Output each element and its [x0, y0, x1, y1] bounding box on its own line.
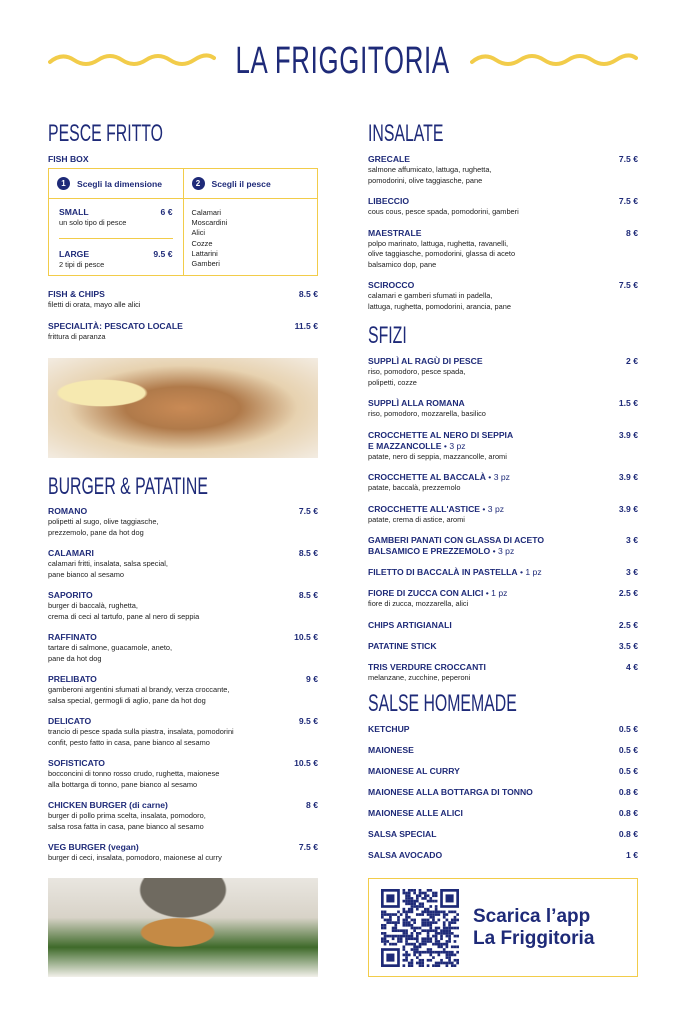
menu-item-description: burger di ceci, insalata, pomodoro, maionese al curry [48, 853, 222, 862]
fish-box [48, 168, 318, 276]
menu-item-name [48, 800, 168, 811]
menu-item [368, 356, 638, 388]
fish-option: Moscardini [191, 218, 228, 228]
menu-item-price: 8.5 € [298, 548, 318, 558]
menu-item-name [48, 506, 87, 517]
menu-item-name [48, 321, 183, 332]
menu-item-header [48, 548, 318, 559]
menu-item [368, 620, 638, 631]
menu-item-description: polipetti al sugo, olive taggiasche, [48, 517, 159, 526]
menu-item-header [368, 154, 638, 165]
app-download-box[interactable] [368, 878, 638, 977]
menu-item-description: cous cous, pesce spada, pomodorini, gamberi [368, 207, 519, 216]
step-2-badge: 2 [192, 177, 205, 190]
menu-item-description: lattuga, rughetta, pomodorini, arancia, pane [368, 301, 511, 311]
menu-item-header [368, 787, 638, 798]
menu-item-price: 0.8 € [618, 808, 638, 818]
menu-item-description: olive taggiasche, pomodorini, glassa di aceto [368, 249, 516, 258]
menu-item-price: 2.5 € [618, 588, 638, 598]
menu-item-name-text: SALSA AVOCADO [368, 850, 443, 860]
menu-item-name-text: FIORE DI ZUCCA CON ALICI [368, 588, 484, 598]
section-title-burger: BURGER & PATATINE [48, 473, 208, 500]
menu-item-name [368, 472, 510, 483]
menu-item-header [368, 808, 638, 819]
menu-item-description: salmone affumicato, lattuga, rughetta, [368, 165, 492, 174]
menu-item-description: pane da hot dog [48, 653, 102, 663]
menu-item-name [48, 842, 139, 853]
fish-list [184, 199, 318, 278]
menu-item-description: polipetti, cozze [368, 377, 417, 387]
fish-box-label: FISH BOX [48, 154, 89, 164]
menu-item-header [368, 567, 638, 578]
menu-item [48, 506, 318, 538]
size-small-desc: un solo tipo di pesce [59, 218, 127, 227]
menu-item-name [368, 398, 465, 409]
step-1-label: Scegli la dimensione [77, 178, 163, 189]
menu-item-header [368, 588, 638, 599]
menu-item-name [368, 787, 533, 798]
menu-item-name-text: FISH & CHIPS [48, 289, 105, 299]
menu-item-name-text: CHICKEN BURGER (di carne) [48, 800, 168, 810]
menu-item-quantity: • 1 pz [483, 588, 508, 598]
burger-photo [48, 878, 318, 977]
menu-item-price: 0.5 € [618, 766, 638, 776]
menu-item-price: 0.8 € [618, 787, 638, 797]
menu-item [368, 766, 638, 777]
menu-item [48, 590, 318, 622]
menu-item [48, 674, 318, 706]
menu-item-quantity: • 1 pz [517, 567, 542, 577]
menu-item [48, 842, 318, 864]
menu-item-description: frittura di paranza [48, 331, 106, 341]
menu-item [368, 472, 638, 494]
menu-item-description: crema di ceci al tartufo, pane al nero di seppia [48, 611, 200, 621]
menu-item-header [48, 842, 318, 853]
menu-item-name-text: PATATINE STICK [368, 640, 437, 651]
menu-item-description: melanzane, zucchine, peperoni [368, 672, 471, 682]
menu-item-price: 0.5 € [618, 724, 638, 734]
menu-item [368, 787, 638, 798]
burger-list [48, 506, 318, 874]
menu-item-description: salsa rosa fatta in casa, pane bianco al sesamo [48, 821, 204, 831]
menu-item-name [48, 289, 105, 300]
menu-item [368, 154, 638, 186]
menu-item-name [368, 829, 436, 840]
menu-item-header [368, 228, 638, 239]
size-large: LARGE [59, 249, 90, 259]
menu-item-price: 3 € [626, 535, 638, 545]
menu-item-name-text: SOFISTICATO [48, 758, 105, 768]
menu-item-name [368, 228, 421, 239]
section-title-pesce-fritto: PESCE FRITTO [48, 120, 164, 147]
size-large-desc: 2 tipi di pesce [59, 260, 105, 269]
menu-item-price: 7.5 € [618, 154, 638, 164]
menu-item-header [368, 766, 638, 777]
menu-item-description: burger di baccalà, rughetta, [48, 601, 138, 610]
menu-item-name [368, 808, 463, 819]
menu-item-header [48, 716, 318, 727]
menu-item-quantity: • 3 pz [485, 472, 510, 482]
menu-item-name-text: CHIPS ARTIGIANALI [368, 619, 452, 630]
menu-item-description: calamari e gamberi sfumati in padella, [368, 291, 493, 300]
qr-code-icon[interactable] [381, 889, 459, 967]
menu-item [368, 280, 638, 312]
section-title-sfizi: SFIZI [368, 322, 407, 349]
menu-item-name [368, 724, 410, 735]
menu-item-header [368, 504, 638, 515]
menu-item-name [368, 850, 442, 861]
menu-item-price: 7.5 € [618, 280, 638, 290]
sfizi-list [368, 356, 638, 693]
menu-item-price: 10.5 € [294, 758, 318, 768]
menu-item [48, 548, 318, 580]
menu-item-header [48, 590, 318, 601]
size-small-price: 6 € [160, 207, 173, 217]
menu-item-name [368, 280, 414, 291]
menu-item-header [368, 724, 638, 735]
menu-item-price: 8 € [306, 800, 318, 810]
menu-item-name-text: DELICATO [48, 716, 92, 726]
menu-item [368, 398, 638, 420]
menu-item-name [368, 662, 486, 673]
menu-item-header [48, 321, 318, 332]
menu-item [368, 745, 638, 756]
menu-item-name [368, 535, 544, 557]
menu-item-header [368, 641, 638, 652]
menu-item-name-text: MAIONESE ALLA BOTTARGA DI TONNO [368, 787, 533, 797]
menu-item-header [368, 196, 638, 207]
menu-item [368, 662, 638, 684]
menu-item-name [368, 196, 409, 207]
menu-item-header [368, 472, 638, 483]
menu-item-name-text: MAIONESE AL CURRY [368, 766, 460, 776]
menu-item-name [368, 567, 542, 578]
menu-item-name [368, 430, 513, 452]
menu-item [368, 588, 638, 610]
menu-item-description: prezzemolo, pane da hot dog [48, 527, 144, 537]
menu-item-name-text: SPECIALITÀ: PESCATO LOCALE [48, 320, 183, 331]
menu-item-header [368, 745, 638, 756]
menu-item-price: 3 € [626, 567, 638, 577]
menu-item-name [368, 745, 414, 756]
menu-item-price: 9.5 € [298, 716, 318, 726]
menu-item-header [368, 398, 638, 409]
menu-item-name-text: RAFFINATO [48, 632, 97, 642]
fish-option: Calamari [191, 208, 222, 217]
section-title-insalate: INSALATE [368, 120, 444, 147]
menu-item-quantity: • 3 pz [490, 546, 515, 556]
menu-item-name [48, 590, 93, 601]
step-2-label: Scegli il pesce [211, 178, 271, 189]
menu-item-price: 1 € [626, 850, 638, 860]
menu-item [368, 228, 638, 271]
salse-list [368, 724, 638, 871]
menu-item-price: 0.8 € [618, 829, 638, 839]
menu-item-name-text: CROCCHETTE AL BACCALÀ [368, 472, 486, 482]
menu-item-description: filetti di orata, mayo alle alici [48, 300, 141, 309]
menu-item-header [368, 280, 638, 291]
menu-item-name [368, 641, 437, 652]
section-title-salse: SALSE HOMEMADE [368, 690, 517, 717]
menu-item [48, 758, 318, 790]
menu-item-price: 8.5 € [298, 289, 318, 299]
menu-item-description: bocconcini di tonno rosso crudo, rughetta, maionese [48, 769, 220, 778]
menu-item [368, 504, 638, 526]
menu-item [48, 716, 318, 748]
menu-item-name [368, 504, 504, 515]
menu-item-header [368, 356, 638, 367]
menu-item-name [48, 716, 91, 727]
menu-item-name-text: PRELIBATO [48, 674, 97, 684]
menu-item-header [368, 662, 638, 673]
menu-item-name [48, 674, 97, 685]
menu-item-description: fiore di zucca, mozzarella, alici [368, 599, 469, 608]
menu-item-name-text: LIBECCIO [368, 196, 410, 206]
menu-item-header [368, 535, 638, 557]
divider [59, 238, 173, 240]
menu-item-description: salsa special, germogli di aglio, pane da hot dog [48, 695, 206, 705]
menu-item-name-text: SALSA SPECIAL [368, 829, 437, 839]
menu-item-header [368, 850, 638, 861]
menu-item-name-text: CROCCHETTE AL NERO DI SEPPIA [368, 429, 514, 440]
menu-item-name-text-2: E MAZZANCOLLE [368, 440, 442, 451]
menu-item-name-text: VEG BURGER (vegan) [48, 842, 139, 852]
menu-item-description: calamari fritti, insalata, salsa special, [48, 559, 168, 568]
page-title: LA FRIGGITORIA [235, 40, 450, 82]
menu-item-description: riso, pomodoro, pesce spada, [368, 367, 466, 376]
menu-item-name-text-2: BALSAMICO E PREZZEMOLO [368, 546, 491, 556]
menu-item-description: patate, crema di astice, aromi [368, 514, 465, 524]
menu-item-name-text: KETCHUP [368, 724, 410, 734]
menu-item-name [48, 548, 94, 559]
menu-item [368, 196, 638, 218]
menu-item-name [368, 588, 507, 599]
menu-item-name-text: SAPORITO [48, 590, 93, 600]
menu-item-price: 1.5 € [618, 398, 638, 408]
menu-item-name [368, 356, 483, 367]
menu-item-price: 7.5 € [298, 842, 318, 852]
menu-item-name-text: SCIROCCO [368, 280, 415, 290]
menu-item-price: 11.5 € [294, 320, 318, 331]
menu-item [368, 641, 638, 652]
menu-item-name-text: TRIS VERDURE CROCCANTI [368, 661, 486, 672]
menu-item-header [368, 620, 638, 631]
menu-item-description: alla bottarga di tonno, pane bianco al sesamo [48, 779, 198, 789]
menu-item-price: 3.9 € [618, 472, 638, 482]
app-cta-line1: Scarica l’app [473, 905, 591, 927]
menu-item [368, 850, 638, 861]
menu-item-name-text: MAIONESE [368, 745, 414, 755]
menu-item [368, 535, 638, 557]
menu-item-description: pane bianco al sesamo [48, 569, 125, 579]
menu-item-header [368, 829, 638, 840]
menu-item-quantity: • 3 pz [441, 440, 466, 451]
menu-item-description: confit, pesto fatto in casa, pane bianco al sesamo [48, 737, 210, 747]
menu-item-name-text: SUPPLÌ ALLA ROMANA [368, 398, 465, 408]
menu-item-description: pomodorini, olive taggiasche, pane [368, 175, 483, 185]
insalate-list [368, 154, 638, 322]
menu-item-price: 2.5 € [618, 619, 638, 630]
menu-item-name-text: ROMANO [48, 506, 88, 516]
menu-item-header [48, 674, 318, 685]
menu-item-header [48, 800, 318, 811]
menu-item-price: 0.5 € [618, 745, 638, 755]
menu-item [368, 829, 638, 840]
menu-item-name [48, 632, 97, 643]
menu-item [48, 289, 318, 311]
size-large-price: 9.5 € [153, 249, 173, 259]
fish-option: Gamberi [191, 259, 220, 269]
menu-item-name-text: GAMBERI PANATI CON GLASSA DI ACETO [368, 535, 545, 545]
menu-item-name-text: MAESTRALE [368, 227, 422, 238]
menu-item [48, 321, 318, 343]
wave-decoration-right [470, 50, 638, 70]
menu-item-header [48, 289, 318, 300]
menu-item-name [368, 620, 452, 631]
size-small: SMALL [59, 207, 89, 217]
menu-item [368, 808, 638, 819]
menu-item [368, 724, 638, 735]
menu-item-description: balsamico dop, pane [368, 259, 437, 269]
menu-item-quantity: • 3 pz [480, 503, 505, 514]
menu-item-name-text: CROCCHETTE ALL'ASTICE [368, 503, 481, 514]
menu-item-description: tartare di salmone, guacamole, aneto, [48, 643, 173, 652]
menu-item-description: patate, nero di seppia, mazzancolle, aromi [368, 451, 507, 461]
pesce-fritto-list [48, 289, 318, 352]
menu-item-name-text: MAIONESE ALLE ALICI [368, 808, 463, 818]
menu-item-price: 7.5 € [618, 196, 638, 206]
menu-item-price: 3.5 € [618, 640, 638, 651]
menu-item-header [48, 758, 318, 769]
menu-item-price: 9 € [306, 674, 318, 684]
menu-item-name-text: FILETTO DI BACCALÀ IN PASTELLA [368, 567, 518, 577]
menu-item-header [368, 430, 638, 452]
menu-item [368, 567, 638, 578]
menu-item-description: gamberoni argentini sfumati al brandy, verza croccante, [48, 685, 230, 694]
fried-fish-photo [48, 358, 318, 458]
menu-item [48, 632, 318, 664]
menu-item-price: 2 € [626, 356, 638, 366]
menu-item-header [48, 632, 318, 643]
menu-item-name-text: CALAMARI [48, 548, 94, 558]
menu-item-description: patate, baccalà, prezzemolo [368, 483, 461, 492]
step-1-badge: 1 [57, 177, 70, 190]
menu-item-description: trancio di pesce spada sulla piastra, insalata, pomodorini [48, 727, 234, 736]
fish-option: Alici [191, 228, 206, 238]
menu-item-description: polpo marinato, lattuga, rughetta, ravanelli, [368, 238, 509, 248]
menu-item-name-text: SUPPLÌ AL RAGÙ DI PESCE [368, 356, 483, 366]
menu-item-name [368, 766, 460, 777]
menu-item-price: 3.9 € [618, 429, 638, 440]
menu-item-description: burger di pollo prima scelta, insalata, pomodoro, [48, 811, 206, 820]
fish-option: Cozze [191, 238, 213, 248]
menu-item-header [48, 506, 318, 517]
fish-option: Lattarini [191, 248, 218, 258]
menu-item [48, 800, 318, 832]
menu-item-price: 3.9 € [618, 503, 638, 514]
menu-item-name [48, 758, 105, 769]
menu-item-description: riso, pomodoro, mozzarella, basilico [368, 409, 486, 418]
menu-item-price: 8 € [626, 227, 638, 238]
menu-item [368, 430, 638, 463]
menu-item-price: 7.5 € [298, 506, 318, 516]
menu-item-price: 8.5 € [298, 590, 318, 600]
app-cta-line2: La Friggitoria [473, 927, 595, 949]
menu-item-price: 10.5 € [294, 632, 318, 642]
menu-item-price: 4 € [626, 661, 638, 672]
menu-item-name-text: GRECALE [368, 154, 411, 164]
menu-item-name [368, 154, 410, 165]
